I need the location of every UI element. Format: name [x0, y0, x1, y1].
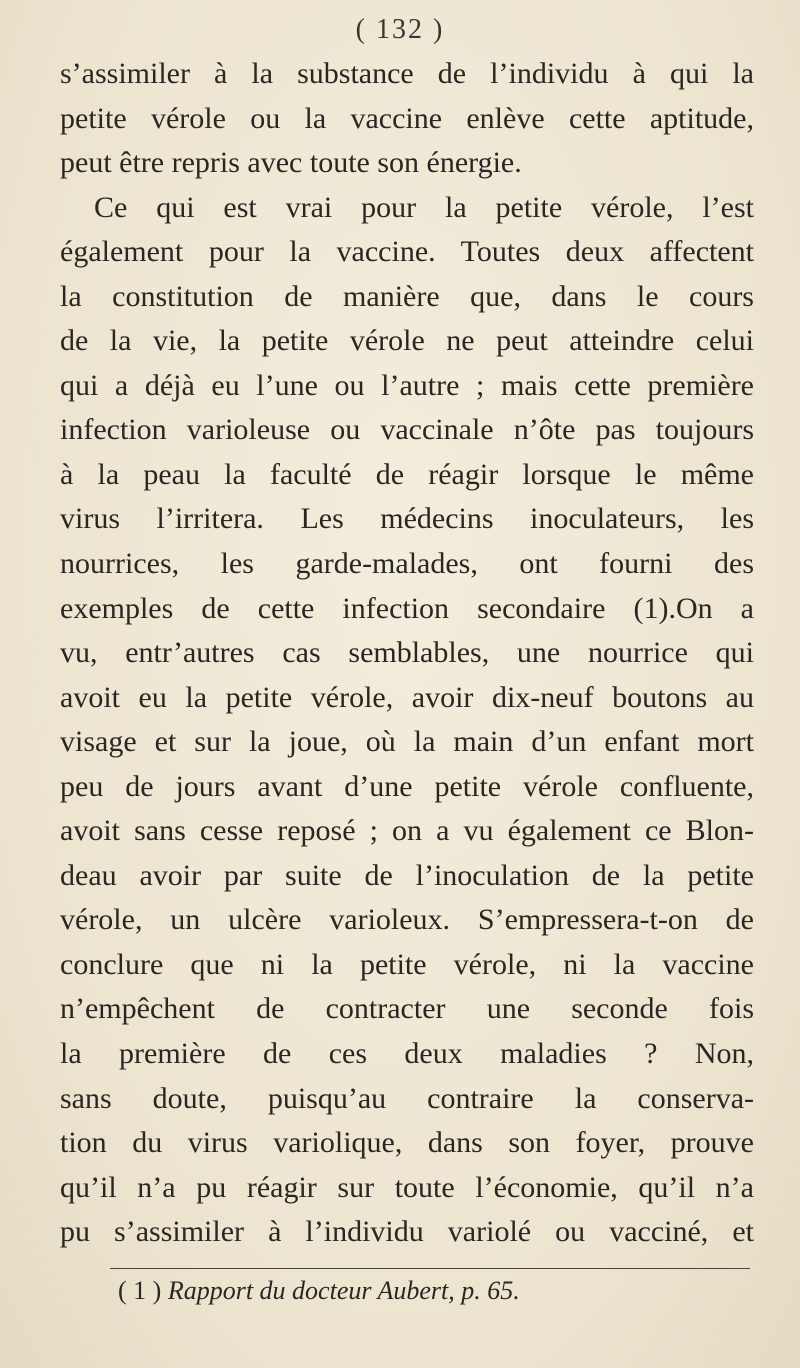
text-line: qui a déjà eu l’une ou l’autre ; mais cette première: [60, 368, 754, 402]
text-line: infection varioleuse ou vaccinale n’ôte pas toujours: [60, 413, 754, 447]
text-line: à la peau la faculté de réagir lorsque le même: [60, 457, 754, 491]
text-line: la constitution de manière que, dans le cours: [60, 279, 754, 313]
text-line: la première de ces deux maladies ? Non,: [60, 1037, 754, 1071]
page-number: ( 132 ): [355, 14, 445, 45]
text-line: avoit sans cesse reposé ; on a vu également ce Blon-: [60, 814, 754, 848]
footnote-text: Rapport du docteur Aubert, p. 65.: [167, 1276, 520, 1305]
text-line: de la vie, la petite vérole ne peut atteindre celui: [60, 324, 754, 358]
text-line: vu, entr’autres cas semblables, une nourrice qui: [60, 636, 754, 670]
text-line: s’assimiler à la substance de l’individu à qui la: [60, 57, 754, 90]
text-line: qu’il n’a pu réagir sur toute l’économie, qu’il n’a: [60, 1170, 754, 1204]
text-line: deau avoir par suite de l’inoculation de la petite: [60, 858, 754, 892]
text-line: pu s’assimiler à l’individu variolé ou vacciné, et: [60, 1215, 754, 1249]
footnote: [118, 1271, 520, 1311]
text-line: Ce qui est vrai pour la petite vérole, l’est: [94, 190, 754, 224]
text-line: petite vérole ou la vaccine enlève cette aptitude,: [60, 101, 754, 135]
text-line: peut être repris avec toute son énergie.: [60, 146, 522, 180]
text-line: visage et sur la joue, où la main d’un enfant mort: [60, 725, 754, 759]
text-line: n’empêchent de contracter une seconde fois: [60, 992, 754, 1026]
text-line: également pour la vaccine. Toutes deux affectent: [60, 235, 754, 269]
footnote-marker: ( 1 ): [118, 1276, 162, 1305]
body-text: [60, 52, 754, 1255]
text-line: tion du virus variolique, dans son foyer, prouve: [60, 1126, 754, 1160]
text-line: exemples de cette infection secondaire (1).On a: [60, 591, 754, 625]
text-line: nourrices, les garde-malades, ont fourni des: [60, 547, 754, 581]
text-line: avoit eu la petite vérole, avoir dix-neuf boutons au: [60, 680, 754, 714]
text-line: peu de jours avant d’une petite vérole confluente,: [60, 769, 754, 803]
text-line: conclure que ni la petite vérole, ni la vaccine: [60, 947, 754, 981]
footnote-rule: [110, 1268, 750, 1269]
text-line: sans doute, puisqu’au contraire la conserva-: [60, 1081, 754, 1115]
text-line: vérole, un ulcère varioleux. S’empressera-t-on de: [60, 903, 754, 937]
text-line: virus l’irritera. Les médecins inoculateurs, les: [60, 502, 754, 536]
